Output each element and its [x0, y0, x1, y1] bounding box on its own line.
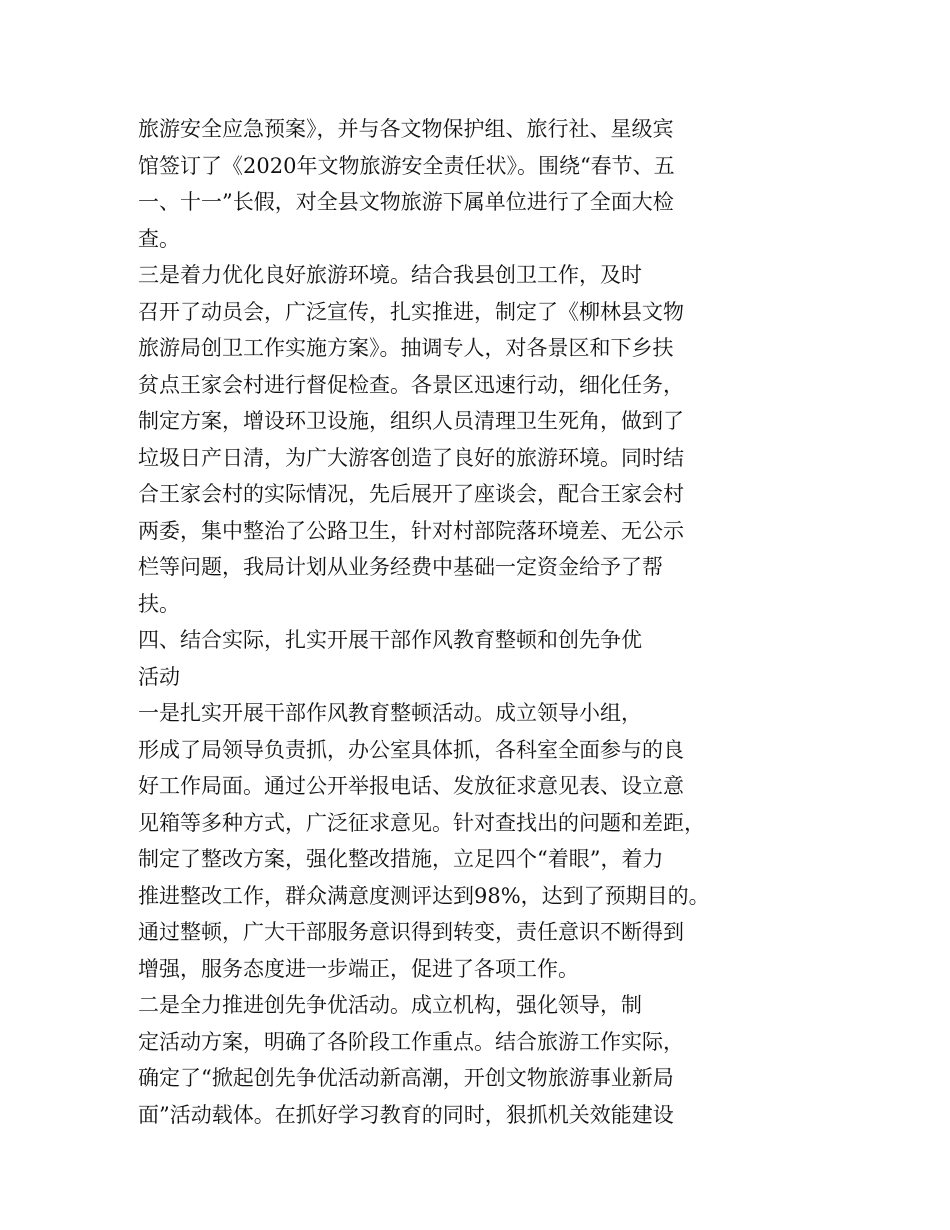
text-line: 确定了“掀起创先争优活动新高潮，开创文物旅游事业新局	[138, 1066, 674, 1090]
text-line: 面”活动载体。在抓好学习教育的同时，狠抓机关效能建设	[138, 1102, 674, 1127]
text-line: 栏等问题，我局计划从业务经费中基础一定资金给予了帮	[138, 555, 663, 579]
text-line: 好工作局面。通过公开举报电话、发放征求意见表、设立意	[138, 774, 684, 798]
text-line: 一是扎实开展干部作风教育整顿活动。成立领导小组，	[138, 701, 642, 725]
text-line: 通过整顿，广大干部服务意识得到转变，责任意识不断得到	[138, 920, 684, 944]
text-line: 扶。	[138, 591, 180, 616]
text-line: 垃圾日产日清，为广大游客创造了良好的旅游环境。同时结	[138, 445, 684, 470]
text-line: 合王家会村的实际情况，先后展开了座谈会，配合王家会村	[138, 482, 684, 506]
text-line: 两委，集中整治了公路卫生，针对村部院落环境差、无公示	[138, 518, 684, 543]
text-line: 制定了整改方案，强化整改措施，立足四个“着眼”，着力	[138, 847, 664, 871]
text-line: 旅游局创卫工作实施方案》。抽调专人，对各景区和下乡扶	[138, 336, 674, 360]
text-line: 查。	[138, 226, 180, 251]
document-body	[138, 111, 738, 1133]
text-line: 定活动方案，明确了各阶段工作重点。结合旅游工作实际，	[138, 1029, 684, 1054]
text-line: 馆签订了《2020年文物旅游安全责任状》。围绕“春节、五	[138, 153, 675, 178]
text-line: 推进整改工作，群众满意度测评达到98%，达到了预期目的。	[138, 883, 710, 908]
section-heading: 活动	[138, 664, 180, 689]
text-line: 见箱等多种方式，广泛征求意见。针对查找出的问题和差距，	[138, 810, 705, 835]
text-line: 召开了动员会，广泛宣传，扎实推进，制定了《柳林县文物	[138, 299, 684, 324]
text-line: 形成了局领导负责抓，办公室具体抓，各科室全面参与的良	[138, 737, 684, 762]
text-line: 一、十一”长假，对全县文物旅游下属单位进行了全面大检	[138, 190, 674, 214]
text-line: 制定方案，增设环卫设施，组织人员清理卫生死角，做到了	[138, 409, 684, 433]
text-line: 增强，服务态度进一步端正，促进了各项工作。	[138, 956, 579, 981]
text-line: 贫点王家会村进行督促检查。各景区迅速行动，细化任务，	[138, 372, 684, 397]
text-line: 三是着力优化良好旅游环境。结合我县创卫工作，及时	[138, 263, 642, 287]
text-line: 旅游安全应急预案》，并与各文物保护组、旅行社、星级宾	[138, 117, 674, 141]
text-line: 二是全力推进创先争优活动。成立机构，强化领导，制	[138, 993, 642, 1017]
section-heading: 四、结合实际，扎实开展干部作风教育整顿和创先争优	[138, 628, 642, 652]
